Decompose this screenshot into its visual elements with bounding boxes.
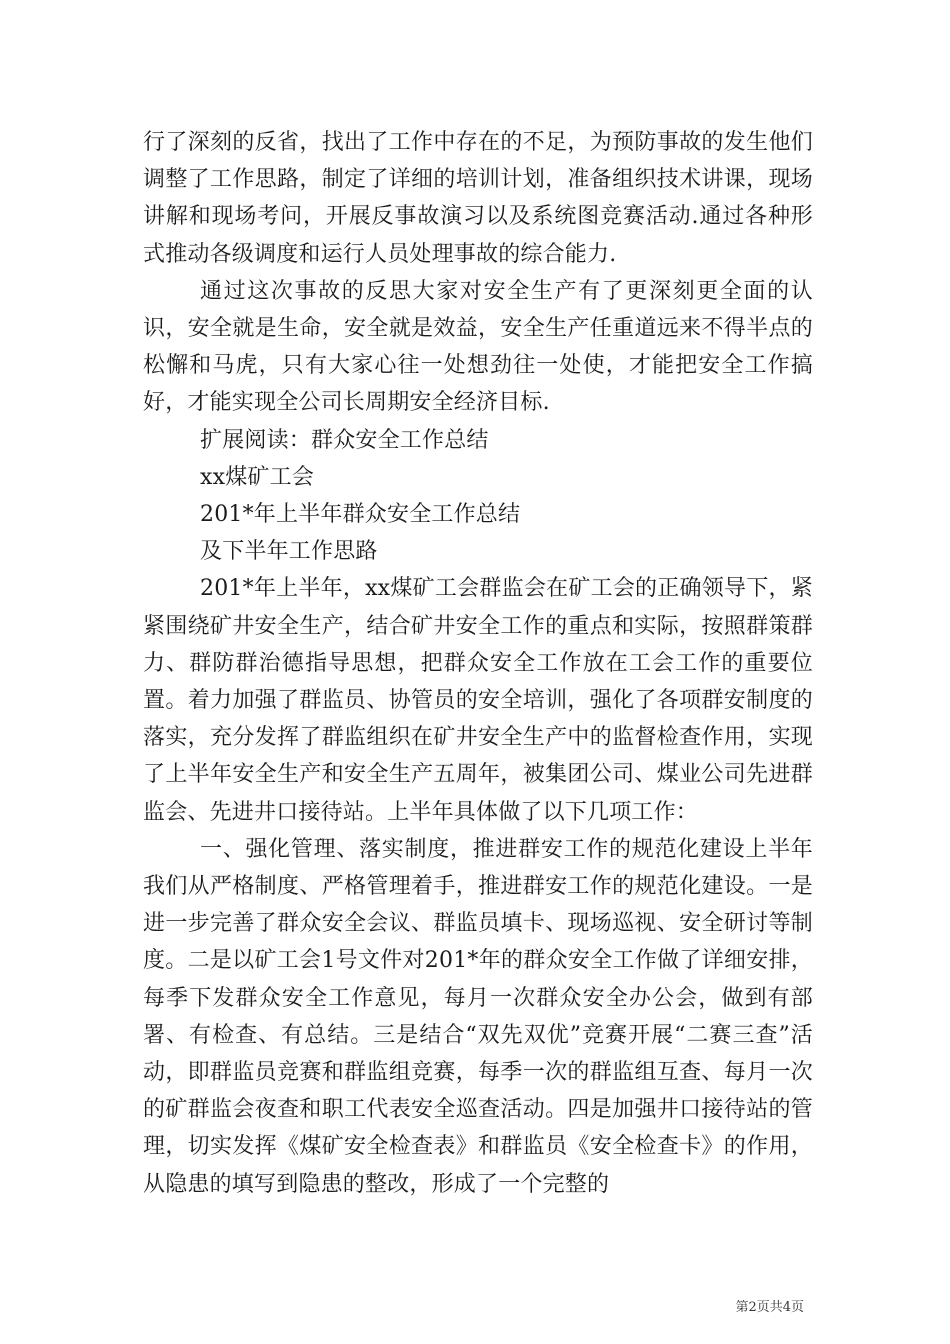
document-body [143,124,813,1203]
paragraph-2: 通过这次事故的反思大家对安全生产有了更深刻更全面的认识，安全就是生命，安全就是效益，安全生产任重道远来不得半点的松懈和马虎，只有大家心往一处想劲往一处使，才能把安全工作搞好，才能实现全公司长周期安全经济目标. [143,278,813,416]
organization-name: xx煤矿工会 [200,464,315,490]
summary-title: 201*年上半年群众安全工作总结 [200,502,521,528]
paragraph-section-one: 一、强化管理、落实制度，推进群安工作的规范化建设上半年我们从严格制度、严格管理着手，推进群安工作的规范化建设。一是进一步完善了群众安全会议、群监员填卡、现场巡视、安全研讨等制度。二是以矿工会1号文件对201*年的群众安全工作做了详细安排，每季下发群众安全工作意见，每月一次群众安全办公会，做到有部署、有检查、有总结。三是结合“双先双优”竞赛开展“二赛三查”活动，即群监员竞赛和群监组竞赛，每季一次的群监组互查、每月一次的矿群监会夜查和职工代表安全巡查活动。四是加强井口接待站的管理，切实发挥《煤矿安全检查表》和群监员《安全检查卡》的作用，从隐患的填写到隐患的整改，形成了一个完整的 [143,836,813,1197]
page-number: 第2页共4页 [735,1300,804,1315]
paragraph-1: 行了深刻的反省，找出了工作中存在的不足，为预防事故的发生他们调整了工作思路，制定了详细的培训计划，准备组织技术讲课，现场讲解和现场考问，开展反事故演习以及系统图竞赛活动.通过各种形式推动各级调度和运行人员处理事故的综合能力. [143,130,813,267]
summary-subtitle: 及下半年工作思路 [200,539,378,565]
extended-reading-heading: 扩展阅读：群众安全工作总结 [200,427,489,453]
paragraph-intro: 201*年上半年，xx煤矿工会群监会在矿工会的正确领导下，紧紧围绕矿井安全生产，结合矿井安全工作的重点和实际，按照群策群力、群防群治德指导思想，把群众安全工作放在工会工作的重要位置。着力加强了群监员、协管员的安全培训，强化了各项群安制度的落实，充分发挥了群监组织在矿井安全生产中的监督检查作用，实现了上半年安全生产和安全生产五周年，被集团公司、煤业公司先进群监会、先进井口接待站。上半年具体做了以下几项工作： [143,576,813,825]
